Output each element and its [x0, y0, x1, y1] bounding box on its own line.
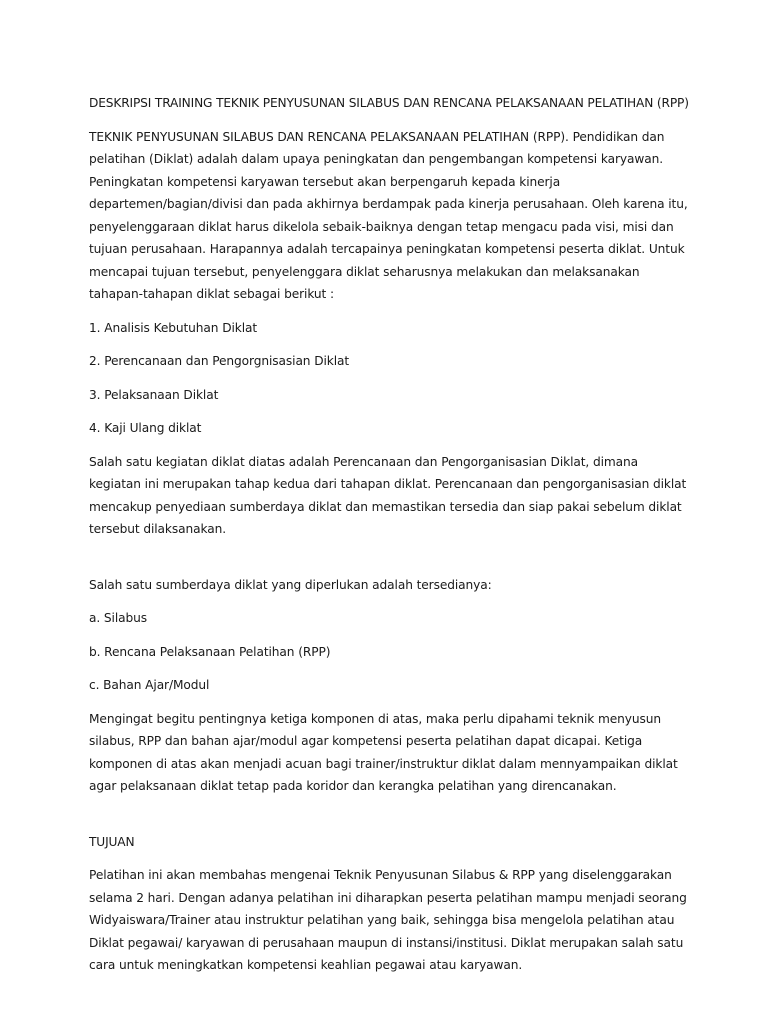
stage-item-3: 3. Pelaksanaan Diklat	[89, 387, 219, 402]
blank-line	[89, 552, 689, 574]
tujuan-heading: TUJUAN	[89, 834, 135, 849]
stage-item-4: 4. Kaji Ulang diklat	[89, 421, 202, 435]
components-paragraph: Mengingat begitu pentingnya ketiga komponen di atas, maka perlu dipahami teknik menyusun silabus, RPP dan bahan ajar/modul agar kompetensi peserta pelatihan dapat dicapai. Ketiga komponen di atas akan menjadi acuan bagi trainer/instruktur diklat dalam mennyampaikan diklat agar pelaksanaan diklat tetap pada koridor dan kerangka pelatihan yang direncanakan.	[89, 711, 678, 793]
document-body	[89, 92, 689, 988]
intro-paragraph: TEKNIK PENYUSUNAN SILABUS DAN RENCANA PELAKSANAAN PELATIHAN (RPP). Pendidikan dan pelatihan (Diklat) adalah dalam upaya peningkatan dan pengembangan kompetensi karyawan. Peningkatan kompetensi karyawan tersebut akan berpengaruh kepada kinerja departemen/bagian/divisi dan pada akhirnya berdampak pada kinerja perusahaan. Oleh karena itu, penyelenggaraan diklat harus dikelola sebaik-baiknya dengan tetap mengacu pada visi, misi dan tujuan perusahaan. Harapannya adalah tercapainya peningkatan kompetensi peserta diklat. Untuk mencapai tujuan tersebut, penyelenggara diklat seharusnya melakukan dan melaksanakan tahapan-tahapan diklat sebagai berikut :	[89, 129, 688, 301]
resources-intro: Salah satu sumberdaya diklat yang diperlukan adalah tersedianya:	[89, 577, 492, 592]
blank-line	[89, 809, 689, 831]
resource-item-c: c. Bahan Ajar/Modul	[89, 678, 210, 692]
resource-item-a: a. Silabus	[89, 611, 148, 625]
stage-item-1: 1. Analisis Kebutuhan Diklat	[89, 320, 258, 335]
stage-item-2: 2. Perencanaan dan Pengorgnisasian Diklat	[89, 354, 350, 368]
resource-item-b: b. Rencana Pelaksanaan Pelatihan (RPP)	[89, 644, 331, 659]
document-title: DESKRIPSI TRAINING TEKNIK PENYUSUNAN SILABUS DAN RENCANA PELAKSANAAN PELATIHAN (RPP)	[89, 96, 689, 110]
tujuan-paragraph: Pelatihan ini akan membahas mengenai Teknik Penyusunan Silabus & RPP yang diselenggarakan selama 2 hari. Dengan adanya pelatihan ini diharapkan peserta pelatihan mampu menjadi seorang Widyaiswara/Trainer atau instruktur pelatihan yang baik, sehingga bisa mengelola pelatihan atau Diklat pegawai/ karyawan di perusahaan maupun di instansi/institusi. Diklat merupakan salah satu cara untuk meningkatkan kompetensi keahlian pegawai atau karyawan.	[89, 868, 687, 972]
planning-paragraph: Salah satu kegiatan diklat diatas adalah Perencanaan dan Pengorganisasian Diklat, dimana kegiatan ini merupakan tahap kedua dari tahapan diklat. Perencanaan dan pengorganisasian diklat mencakup penyediaan sumberdaya diklat dan memastikan tersedia dan siap pakai sebelum diklat tersebut dilaksanakan.	[89, 454, 687, 536]
